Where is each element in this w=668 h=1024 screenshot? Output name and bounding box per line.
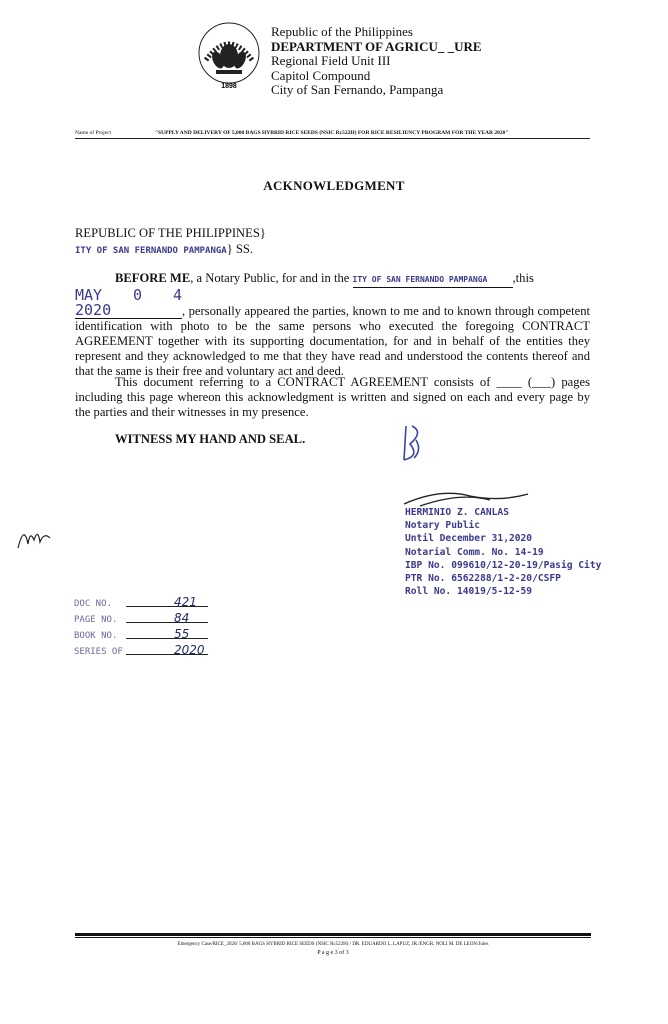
letterhead-department: DEPARTMENT OF AGRICU_ _URE <box>271 38 482 54</box>
footer-rule-thick <box>75 933 591 936</box>
book-no-value: 55 <box>174 627 190 641</box>
seal-year: 1898 <box>221 83 237 90</box>
project-label: Name of Project <box>75 130 112 136</box>
venue-city-stamp: ITY OF SAN FERNANDO PAMPANGA <box>75 246 227 256</box>
acknowledgment-paragraph-2: This document referring to a CONTRACT AGREEMENT consists of ____ (___) pages including this page whereon this acknowledgment is written and signed on each and every page by the parties and their witnesses in my presence. <box>75 375 590 419</box>
series-value: 2020 <box>174 643 205 657</box>
notary-ibp: IBP No. 099610/12-20-19/Pasig City <box>405 559 602 571</box>
venue-line-1: REPUBLIC OF THE PHILIPPINES} <box>75 226 266 240</box>
para1-body: , personally appeared the parties, known to me and to known through competent identification with photo to be the same persons who executed the foregoing CONTRACT AGREEMENT together with its supporting documentation, for and in behalf of the entities they represent and they acknowledged to me that they have read and understood the contents thereof and that the same is their free and voluntary act and deed. <box>75 304 590 378</box>
notary-commission: Notarial Comm. No. 14-19 <box>405 546 544 558</box>
before-me-label: BEFORE ME <box>115 271 191 285</box>
para1-this: this <box>515 271 534 285</box>
notary-ptr: PTR No. 6562288/1-2-20/CSFP <box>405 573 561 585</box>
series-row <box>74 643 205 660</box>
footer-reference: Emergency Case/RICE_2020/ 5,000 BAGS HYBRID RICE SEEDS (NSIC Rc522H) / DR. EDUARDO L. LAPUZ, JR./ENGR. NOLI M. DE LEON/Jules <box>177 942 489 947</box>
para1-intro: , a Notary Public, for and in the <box>190 271 350 285</box>
witness-line: WITNESS MY HAND AND SEAL. <box>115 432 306 446</box>
notary-name: HERMINIO Z. CANLAS <box>405 507 509 518</box>
date-stamp: MAY 0 4 2020 <box>75 286 182 319</box>
letterhead-city: City of San Fernando, Pampanga <box>271 82 444 97</box>
doc-no-value: 421 <box>174 595 197 609</box>
doc-book-entries <box>74 595 205 660</box>
series-label: SERIES OF <box>74 647 123 657</box>
document-title: ACKNOWLEDGMENT <box>263 178 405 193</box>
notary-until: Until December 31,2020 <box>405 533 533 545</box>
notary-stamp <box>405 506 601 598</box>
page-number: P a g e 3 of 3 <box>317 950 349 956</box>
project-value: "SUPPLY AND DELIVERY OF 5,000 BAGS HYBRID RICE SEEDS (NSIC Rc522H) FOR RICE RESILIENCY PROGRAM FOR THE YEAR 2020" <box>155 130 509 136</box>
book-no-row <box>74 627 190 644</box>
footer-rule-thin <box>75 937 591 938</box>
doc-no-row <box>74 595 197 612</box>
project-line <box>75 130 590 139</box>
book-no-label: BOOK NO. <box>74 631 118 641</box>
department-seal-icon <box>194 20 264 92</box>
notary-roll: Roll No. 14019/5-12-59 <box>405 586 533 598</box>
margin-initials-icon <box>14 518 54 558</box>
page-no-label: PAGE NO. <box>74 615 118 625</box>
letterhead-compound: Capitol Compound <box>271 67 371 83</box>
venue-ss: } SS. <box>226 242 254 256</box>
letterhead-region: Regional Field Unit III <box>271 53 391 68</box>
page-no-row <box>74 611 190 628</box>
city-stamp-inline: ITY OF SAN FERNANDO PAMPANGA <box>353 272 513 288</box>
notary-title: Notary Public <box>405 520 481 532</box>
page-no-value: 84 <box>174 611 190 625</box>
acknowledgment-paragraph-1: BEFORE ME, a Notary Public, for and in the ITY OF SAN FERNANDO PAMPANGA ,this MAY 0 4 2020 , personally appeared the parties, known to me and to known through competent identification with photo to be the same persons who executed the foregoing CONTRACT AGREEMENT together with its supporting documentation, for and in behalf of the entities they represent and they acknowledged to me that they have read and understood the contents thereof and that the same is their free and voluntary act and deed. <box>75 271 590 378</box>
initials-signature-icon <box>398 420 428 470</box>
letterhead <box>271 25 482 98</box>
venue-line-2 <box>75 242 253 259</box>
letterhead-republic: Republic of the Philippines <box>271 24 413 39</box>
doc-no-label: DOC NO. <box>74 599 112 609</box>
